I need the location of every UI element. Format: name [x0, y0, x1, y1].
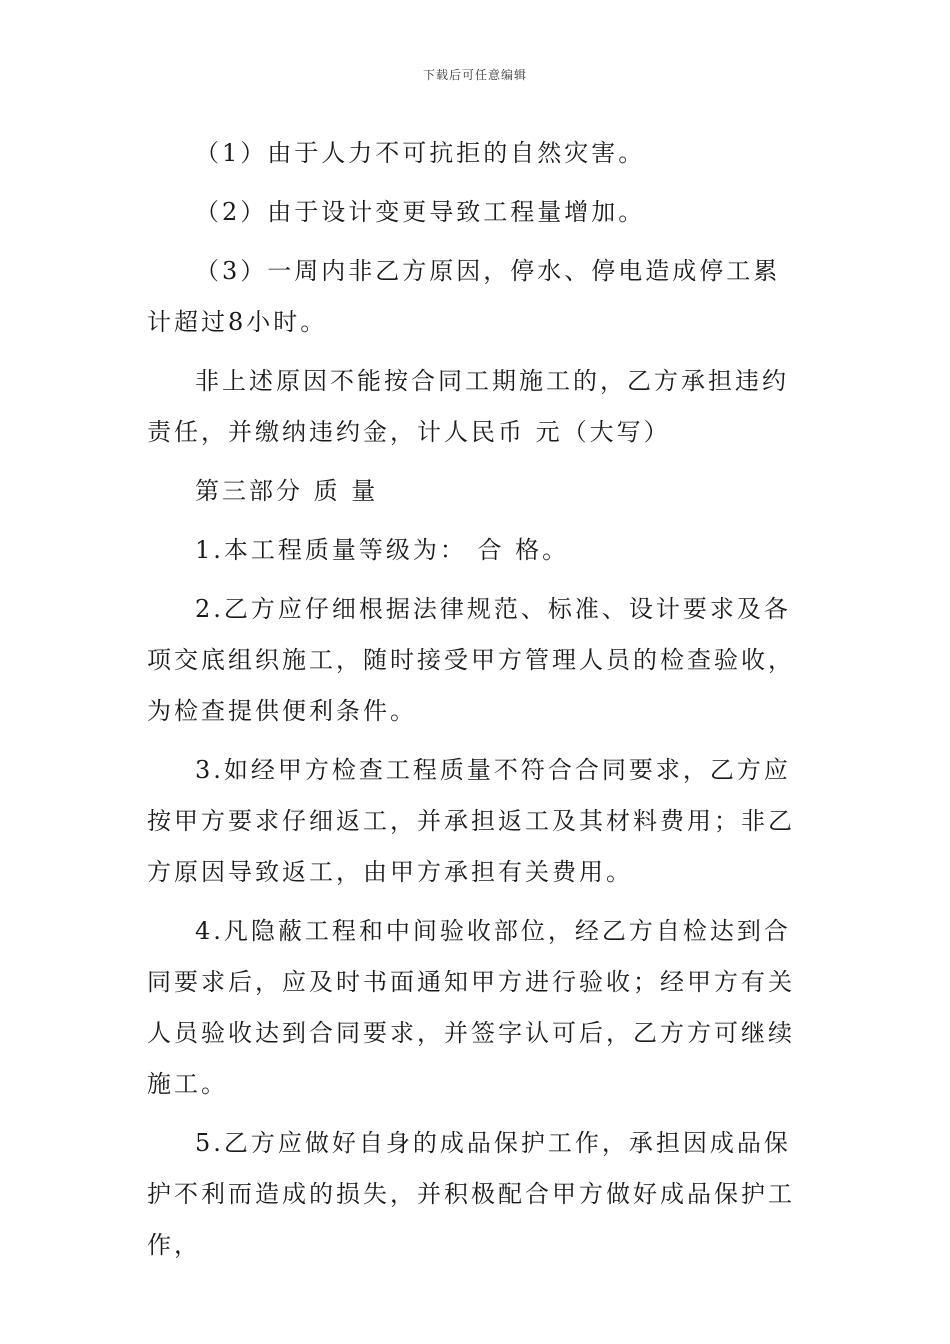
quality-clause-4: 4.凡隐蔽工程和中间验收部位，经乙方自检达到合同要求后，应及时书面通知甲方进行验收；经甲方有关人员验收达到合同要求，并签字认可后，乙方方可继续施工。 — [147, 917, 795, 1098]
clause-item-3: （3）一周内非乙方原因，停水、停电造成停工累计超过8小时。 — [147, 257, 781, 336]
penalty-paragraph: 非上述原因不能按合同工期施工的，乙方承担违约责任，并缴纳违约金，计人民币 元（大写） — [147, 367, 789, 446]
clause-item-1: （1）由于人力不可抗拒的自然灾害。 — [195, 139, 646, 167]
page-header: 下载后可任意编辑 — [422, 68, 527, 82]
quality-clause-3: 3.如经甲方检查工程质量不符合合同要求，乙方应按甲方要求仔细返工，并承担返工及其材料费用；非乙方原因导致返工，由甲方承担有关费用。 — [147, 756, 795, 886]
section-heading: 第三部分 质 量 — [195, 477, 379, 505]
document-body — [147, 128, 803, 1279]
clause-item-2: （2）由于设计变更导致工程量增加。 — [195, 198, 646, 226]
quality-clause-5: 5.乙方应做好自身的成品保护工作，承担因成品保护不利而造成的损失，并积极配合甲方做好成品保护工作， — [147, 1129, 795, 1259]
quality-clause-2: 2.乙方应仔细根据法律规范、标准、设计要求及各项交底组织施工，随时接受甲方管理人员的检查验收，为检查提供便利条件。 — [147, 595, 795, 725]
quality-clause-1: 1.本工程质量等级为： 合 格。 — [195, 536, 570, 564]
